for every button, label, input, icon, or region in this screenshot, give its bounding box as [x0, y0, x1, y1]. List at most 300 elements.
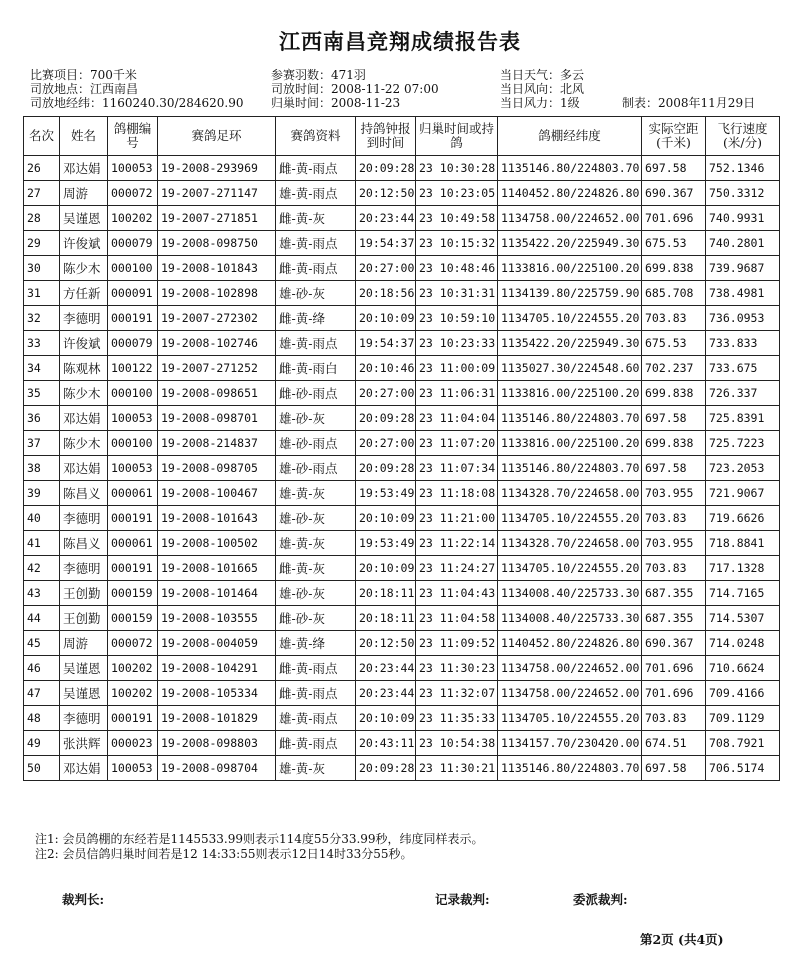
- cell-loft-id: 100202: [108, 206, 158, 231]
- cell-clock-time: 20:18:11: [356, 606, 416, 631]
- cell-distance: 675.53: [642, 331, 706, 356]
- table-header-row: [24, 117, 780, 156]
- cell-ring: 19-2008-098803: [158, 731, 276, 756]
- cell-rank: 44: [24, 606, 60, 631]
- cell-coords: 1134157.70/230420.00: [498, 731, 642, 756]
- cell-loft-id: 100122: [108, 356, 158, 381]
- meta-participants: 参赛羽数：471羽: [271, 68, 366, 82]
- cell-bird-info: 雄-黄-灰: [276, 531, 356, 556]
- page-number: 第2页 (共4页): [640, 932, 724, 947]
- cell-bird-info: 雄-砂-雨点: [276, 431, 356, 456]
- cell-return-time: 23 10:30:28: [416, 156, 498, 181]
- cell-return-time: 23 11:06:31: [416, 381, 498, 406]
- cell-speed: 725.8391: [706, 406, 780, 431]
- cell-speed: 733.833: [706, 331, 780, 356]
- cell-ring: 19-2008-293969: [158, 156, 276, 181]
- cell-rank: 47: [24, 681, 60, 706]
- table-row: [24, 731, 780, 756]
- cell-clock-time: 20:09:28: [356, 756, 416, 781]
- cell-bird-info: 雄-黄-雨点: [276, 181, 356, 206]
- note-2: 注2: 会员信鸽归巢时间若是12 14:33:55则表示12日14时33分55秒。: [35, 847, 413, 861]
- cell-bird-info: 雄-黄-绛: [276, 631, 356, 656]
- cell-speed: 752.1346: [706, 156, 780, 181]
- cell-loft-id: 000191: [108, 506, 158, 531]
- cell-speed: 708.7921: [706, 731, 780, 756]
- cell-ring: 19-2008-103555: [158, 606, 276, 631]
- cell-ring: 19-2008-101665: [158, 556, 276, 581]
- cell-rank: 28: [24, 206, 60, 231]
- meta-release-time: 司放时间：2008-11-22 07:00: [271, 82, 439, 96]
- cell-coords: 1134705.10/224555.20: [498, 706, 642, 731]
- cell-ring: 19-2008-101829: [158, 706, 276, 731]
- cell-speed: 714.7165: [706, 581, 780, 606]
- cell-rank: 43: [24, 581, 60, 606]
- cell-name: 王创勤: [60, 606, 108, 631]
- cell-return-time: 23 10:59:10: [416, 306, 498, 331]
- cell-rank: 30: [24, 256, 60, 281]
- cell-ring: 19-2007-272302: [158, 306, 276, 331]
- header-coords: 鸽棚经纬度: [498, 117, 642, 156]
- cell-rank: 40: [24, 506, 60, 531]
- table-row: [24, 531, 780, 556]
- cell-return-time: 23 11:00:09: [416, 356, 498, 381]
- cell-speed: 717.1328: [706, 556, 780, 581]
- meta-made-date: 制表：2008年11月29日: [622, 96, 756, 110]
- signature-chief-judge: 裁判长:: [62, 892, 105, 907]
- table-row: [24, 431, 780, 456]
- meta-project: 比赛项目：700千米: [30, 68, 137, 82]
- cell-clock-time: 20:09:28: [356, 456, 416, 481]
- cell-speed: 718.8841: [706, 531, 780, 556]
- cell-return-time: 23 11:07:20: [416, 431, 498, 456]
- cell-distance: 674.51: [642, 731, 706, 756]
- table-row: [24, 356, 780, 381]
- header-rank: 名次: [24, 117, 60, 156]
- table-row: [24, 706, 780, 731]
- cell-rank: 35: [24, 381, 60, 406]
- cell-return-time: 23 10:48:46: [416, 256, 498, 281]
- table-row: [24, 506, 780, 531]
- table-row: [24, 331, 780, 356]
- cell-bird-info: 雌-砂-雨点: [276, 381, 356, 406]
- page-title: 江西南昌竞翔成绩报告表: [279, 29, 521, 54]
- cell-speed: 706.5174: [706, 756, 780, 781]
- cell-loft-id: 000079: [108, 231, 158, 256]
- cell-bird-info: 雌-黄-雨点: [276, 656, 356, 681]
- cell-speed: 723.2053: [706, 456, 780, 481]
- cell-name: 王创勤: [60, 581, 108, 606]
- table-row: [24, 206, 780, 231]
- cell-clock-time: 20:10:09: [356, 306, 416, 331]
- cell-distance: 699.838: [642, 431, 706, 456]
- cell-name: 方任新: [60, 281, 108, 306]
- cell-coords: 1134328.70/224658.00: [498, 481, 642, 506]
- cell-distance: 699.838: [642, 256, 706, 281]
- cell-return-time: 23 10:15:32: [416, 231, 498, 256]
- cell-name: 邓达娟: [60, 156, 108, 181]
- signature-recorder: 记录裁判:: [435, 892, 490, 907]
- cell-clock-time: 20:27:00: [356, 431, 416, 456]
- cell-rank: 26: [24, 156, 60, 181]
- cell-clock-time: 19:54:37: [356, 231, 416, 256]
- cell-name: 吴谨恩: [60, 681, 108, 706]
- cell-ring: 19-2008-101643: [158, 506, 276, 531]
- cell-clock-time: 19:53:49: [356, 481, 416, 506]
- cell-bird-info: 雌-黄-雨点: [276, 731, 356, 756]
- cell-name: 陈少木: [60, 431, 108, 456]
- cell-return-time: 23 11:04:04: [416, 406, 498, 431]
- table-row: [24, 606, 780, 631]
- table-row: [24, 281, 780, 306]
- cell-distance: 697.58: [642, 756, 706, 781]
- cell-return-time: 23 10:23:33: [416, 331, 498, 356]
- cell-bird-info: 雌-黄-灰: [276, 206, 356, 231]
- cell-name: 许俊斌: [60, 331, 108, 356]
- table-row: [24, 256, 780, 281]
- cell-name: 邓达娟: [60, 756, 108, 781]
- table-row: [24, 681, 780, 706]
- table-row: [24, 181, 780, 206]
- cell-return-time: 23 11:04:43: [416, 581, 498, 606]
- cell-clock-time: 20:27:00: [356, 381, 416, 406]
- cell-ring: 19-2008-098651: [158, 381, 276, 406]
- cell-return-time: 23 11:04:58: [416, 606, 498, 631]
- cell-coords: 1133816.00/225100.20: [498, 256, 642, 281]
- meta-wind-force: 当日风力：1级: [500, 96, 580, 110]
- cell-loft-id: 000079: [108, 331, 158, 356]
- cell-return-time: 23 11:22:14: [416, 531, 498, 556]
- header-bird-info: 赛鸽资料: [276, 117, 356, 156]
- meta-release-place: 司放地点：江西南昌: [30, 82, 139, 96]
- cell-coords: 1135146.80/224803.70: [498, 456, 642, 481]
- cell-distance: 690.367: [642, 181, 706, 206]
- cell-name: 邓达娟: [60, 456, 108, 481]
- cell-clock-time: 20:23:44: [356, 681, 416, 706]
- cell-loft-id: 000191: [108, 306, 158, 331]
- cell-loft-id: 000159: [108, 581, 158, 606]
- table-row: [24, 556, 780, 581]
- cell-speed: 725.7223: [706, 431, 780, 456]
- cell-coords: 1140452.80/224826.80: [498, 631, 642, 656]
- cell-loft-id: 100053: [108, 156, 158, 181]
- cell-rank: 46: [24, 656, 60, 681]
- cell-clock-time: 19:54:37: [356, 331, 416, 356]
- cell-rank: 48: [24, 706, 60, 731]
- cell-name: 吴谨恩: [60, 206, 108, 231]
- cell-speed: 726.337: [706, 381, 780, 406]
- cell-coords: 1134008.40/225733.30: [498, 581, 642, 606]
- cell-ring: 19-2008-214837: [158, 431, 276, 456]
- cell-ring: 19-2008-104291: [158, 656, 276, 681]
- cell-coords: 1133816.00/225100.20: [498, 431, 642, 456]
- table-row: [24, 456, 780, 481]
- cell-clock-time: 20:10:09: [356, 706, 416, 731]
- cell-return-time: 23 11:18:08: [416, 481, 498, 506]
- cell-bird-info: 雌-黄-绛: [276, 306, 356, 331]
- cell-clock-time: 20:12:50: [356, 631, 416, 656]
- cell-loft-id: 000072: [108, 181, 158, 206]
- cell-loft-id: 000159: [108, 606, 158, 631]
- cell-name: 陈观林: [60, 356, 108, 381]
- cell-return-time: 23 10:49:58: [416, 206, 498, 231]
- cell-speed: 721.9067: [706, 481, 780, 506]
- header-distance: 实际空距(千米): [642, 117, 706, 156]
- cell-bird-info: 雄-黄-雨点: [276, 331, 356, 356]
- cell-speed: 740.2801: [706, 231, 780, 256]
- cell-coords: 1135422.20/225949.30: [498, 331, 642, 356]
- cell-ring: 19-2008-102898: [158, 281, 276, 306]
- cell-coords: 1140452.80/224826.80: [498, 181, 642, 206]
- table-row: [24, 406, 780, 431]
- cell-rank: 50: [24, 756, 60, 781]
- cell-clock-time: 20:23:44: [356, 656, 416, 681]
- cell-return-time: 23 11:24:27: [416, 556, 498, 581]
- cell-return-time: 23 11:35:33: [416, 706, 498, 731]
- cell-distance: 685.708: [642, 281, 706, 306]
- cell-distance: 697.58: [642, 406, 706, 431]
- cell-speed: 733.675: [706, 356, 780, 381]
- cell-distance: 703.955: [642, 531, 706, 556]
- meta-release-coords: 司放地经纬：1160240.30/284620.90: [30, 96, 244, 110]
- cell-ring: 19-2008-004059: [158, 631, 276, 656]
- cell-name: 李德明: [60, 306, 108, 331]
- cell-rank: 32: [24, 306, 60, 331]
- cell-ring: 19-2008-101464: [158, 581, 276, 606]
- cell-coords: 1135422.20/225949.30: [498, 231, 642, 256]
- cell-bird-info: 雌-砂-灰: [276, 606, 356, 631]
- cell-name: 陈昌义: [60, 481, 108, 506]
- results-table: [23, 116, 780, 781]
- cell-loft-id: 100053: [108, 456, 158, 481]
- cell-rank: 37: [24, 431, 60, 456]
- cell-ring: 19-2007-271851: [158, 206, 276, 231]
- cell-rank: 34: [24, 356, 60, 381]
- cell-return-time: 23 10:31:31: [416, 281, 498, 306]
- cell-speed: 750.3312: [706, 181, 780, 206]
- cell-speed: 709.1129: [706, 706, 780, 731]
- cell-distance: 703.955: [642, 481, 706, 506]
- cell-speed: 736.0953: [706, 306, 780, 331]
- cell-coords: 1135146.80/224803.70: [498, 406, 642, 431]
- cell-loft-id: 000100: [108, 256, 158, 281]
- cell-bird-info: 雄-砂-灰: [276, 406, 356, 431]
- cell-coords: 1133816.00/225100.20: [498, 381, 642, 406]
- header-name: 姓名: [60, 117, 108, 156]
- cell-distance: 701.696: [642, 206, 706, 231]
- cell-bird-info: 雌-黄-灰: [276, 556, 356, 581]
- cell-name: 陈昌义: [60, 531, 108, 556]
- cell-ring: 19-2007-271147: [158, 181, 276, 206]
- cell-return-time: 23 11:07:34: [416, 456, 498, 481]
- cell-rank: 49: [24, 731, 60, 756]
- cell-speed: 740.9931: [706, 206, 780, 231]
- cell-speed: 709.4166: [706, 681, 780, 706]
- cell-clock-time: 20:10:09: [356, 556, 416, 581]
- cell-name: 周游: [60, 181, 108, 206]
- cell-rank: 38: [24, 456, 60, 481]
- cell-ring: 19-2007-271252: [158, 356, 276, 381]
- table-row: [24, 156, 780, 181]
- cell-bird-info: 雄-黄-雨点: [276, 706, 356, 731]
- cell-coords: 1134328.70/224658.00: [498, 531, 642, 556]
- cell-rank: 39: [24, 481, 60, 506]
- cell-loft-id: 100202: [108, 681, 158, 706]
- cell-bird-info: 雌-黄-雨点: [276, 156, 356, 181]
- cell-clock-time: 20:10:46: [356, 356, 416, 381]
- cell-clock-time: 20:10:09: [356, 506, 416, 531]
- cell-name: 陈少木: [60, 256, 108, 281]
- cell-clock-time: 20:23:44: [356, 206, 416, 231]
- table-row: [24, 656, 780, 681]
- cell-bird-info: 雌-黄-雨白: [276, 356, 356, 381]
- cell-rank: 31: [24, 281, 60, 306]
- cell-ring: 19-2008-098705: [158, 456, 276, 481]
- cell-return-time: 23 11:21:00: [416, 506, 498, 531]
- cell-coords: 1134705.10/224555.20: [498, 306, 642, 331]
- cell-clock-time: 20:09:28: [356, 156, 416, 181]
- header-loft-id: 鸽棚编号: [108, 117, 158, 156]
- notes: [35, 832, 484, 862]
- cell-rank: 41: [24, 531, 60, 556]
- cell-clock-time: 20:18:11: [356, 581, 416, 606]
- table-row: [24, 381, 780, 406]
- cell-distance: 687.355: [642, 606, 706, 631]
- cell-name: 张洪辉: [60, 731, 108, 756]
- cell-ring: 19-2008-102746: [158, 331, 276, 356]
- cell-bird-info: 雌-黄-雨点: [276, 681, 356, 706]
- cell-distance: 690.367: [642, 631, 706, 656]
- cell-name: 许俊斌: [60, 231, 108, 256]
- cell-return-time: 23 11:32:07: [416, 681, 498, 706]
- table-row: [24, 231, 780, 256]
- cell-distance: 703.83: [642, 706, 706, 731]
- cell-ring: 19-2008-105334: [158, 681, 276, 706]
- cell-loft-id: 100053: [108, 406, 158, 431]
- cell-loft-id: 100053: [108, 756, 158, 781]
- cell-clock-time: 20:09:28: [356, 406, 416, 431]
- cell-loft-id: 000072: [108, 631, 158, 656]
- cell-rank: 42: [24, 556, 60, 581]
- cell-speed: 710.6624: [706, 656, 780, 681]
- cell-coords: 1134139.80/225759.90: [498, 281, 642, 306]
- cell-distance: 675.53: [642, 231, 706, 256]
- table-row: [24, 306, 780, 331]
- header-clock-time: 持鸽钟报到时间: [356, 117, 416, 156]
- cell-loft-id: 000061: [108, 531, 158, 556]
- cell-loft-id: 000191: [108, 706, 158, 731]
- cell-distance: 703.83: [642, 556, 706, 581]
- cell-clock-time: 20:18:56: [356, 281, 416, 306]
- meta-weather: 当日天气：多云: [500, 68, 585, 82]
- cell-speed: 719.6626: [706, 506, 780, 531]
- cell-rank: 33: [24, 331, 60, 356]
- cell-rank: 45: [24, 631, 60, 656]
- cell-loft-id: 000091: [108, 281, 158, 306]
- cell-return-time: 23 10:54:38: [416, 731, 498, 756]
- cell-name: 李德明: [60, 706, 108, 731]
- cell-speed: 739.9687: [706, 256, 780, 281]
- cell-ring: 19-2008-098750: [158, 231, 276, 256]
- table-row: [24, 756, 780, 781]
- cell-name: 李德明: [60, 506, 108, 531]
- table-row: [24, 631, 780, 656]
- cell-clock-time: 20:12:50: [356, 181, 416, 206]
- cell-rank: 29: [24, 231, 60, 256]
- cell-coords: 1134758.00/224652.00: [498, 681, 642, 706]
- header-speed: 飞行速度(米/分): [706, 117, 780, 156]
- cell-loft-id: 100202: [108, 656, 158, 681]
- cell-distance: 699.838: [642, 381, 706, 406]
- cell-distance: 702.237: [642, 356, 706, 381]
- cell-loft-id: 000100: [108, 381, 158, 406]
- cell-coords: 1135146.80/224803.70: [498, 756, 642, 781]
- cell-ring: 19-2008-100467: [158, 481, 276, 506]
- cell-bird-info: 雄-砂-雨点: [276, 456, 356, 481]
- cell-ring: 19-2008-100502: [158, 531, 276, 556]
- cell-distance: 697.58: [642, 156, 706, 181]
- header-return-time: 归巢时间或持鸽: [416, 117, 498, 156]
- cell-ring: 19-2008-098704: [158, 756, 276, 781]
- cell-rank: 36: [24, 406, 60, 431]
- cell-bird-info: 雌-黄-雨点: [276, 256, 356, 281]
- cell-coords: 1135146.80/224803.70: [498, 156, 642, 181]
- cell-speed: 714.5307: [706, 606, 780, 631]
- cell-coords: 1134008.40/225733.30: [498, 606, 642, 631]
- cell-name: 李德明: [60, 556, 108, 581]
- cell-return-time: 23 11:30:21: [416, 756, 498, 781]
- cell-coords: 1135027.30/224548.60: [498, 356, 642, 381]
- cell-ring: 19-2008-101843: [158, 256, 276, 281]
- cell-speed: 738.4981: [706, 281, 780, 306]
- cell-clock-time: 20:27:00: [356, 256, 416, 281]
- cell-coords: 1134705.10/224555.20: [498, 556, 642, 581]
- cell-coords: 1134758.00/224652.00: [498, 206, 642, 231]
- cell-loft-id: 000100: [108, 431, 158, 456]
- cell-distance: 701.696: [642, 681, 706, 706]
- meta-return-time: 归巢时间：2008-11-23: [271, 96, 401, 110]
- table-row: [24, 481, 780, 506]
- note-1: 注1: 会员鸽棚的东经若是1145533.99则表示114度55分33.99秒，纬度同样表示。: [35, 832, 484, 846]
- cell-loft-id: 000191: [108, 556, 158, 581]
- cell-name: 陈少木: [60, 381, 108, 406]
- cell-coords: 1134705.10/224555.20: [498, 506, 642, 531]
- cell-bird-info: 雄-砂-灰: [276, 506, 356, 531]
- cell-distance: 687.355: [642, 581, 706, 606]
- cell-bird-info: 雄-黄-雨点: [276, 231, 356, 256]
- cell-return-time: 23 11:30:23: [416, 656, 498, 681]
- cell-loft-id: 000023: [108, 731, 158, 756]
- cell-bird-info: 雄-黄-灰: [276, 481, 356, 506]
- cell-clock-time: 20:43:11: [356, 731, 416, 756]
- cell-name: 周游: [60, 631, 108, 656]
- cell-distance: 703.83: [642, 306, 706, 331]
- cell-clock-time: 19:53:49: [356, 531, 416, 556]
- meta-wind-direction: 当日风向：北风: [500, 82, 585, 96]
- cell-return-time: 23 11:09:52: [416, 631, 498, 656]
- cell-bird-info: 雄-黄-灰: [276, 756, 356, 781]
- cell-name: 吴谨恩: [60, 656, 108, 681]
- cell-distance: 703.83: [642, 506, 706, 531]
- cell-rank: 27: [24, 181, 60, 206]
- cell-distance: 701.696: [642, 656, 706, 681]
- cell-bird-info: 雄-砂-灰: [276, 281, 356, 306]
- header-ring: 赛鸽足环: [158, 117, 276, 156]
- cell-ring: 19-2008-098701: [158, 406, 276, 431]
- cell-loft-id: 000061: [108, 481, 158, 506]
- cell-name: 邓达娟: [60, 406, 108, 431]
- cell-distance: 697.58: [642, 456, 706, 481]
- cell-return-time: 23 10:23:05: [416, 181, 498, 206]
